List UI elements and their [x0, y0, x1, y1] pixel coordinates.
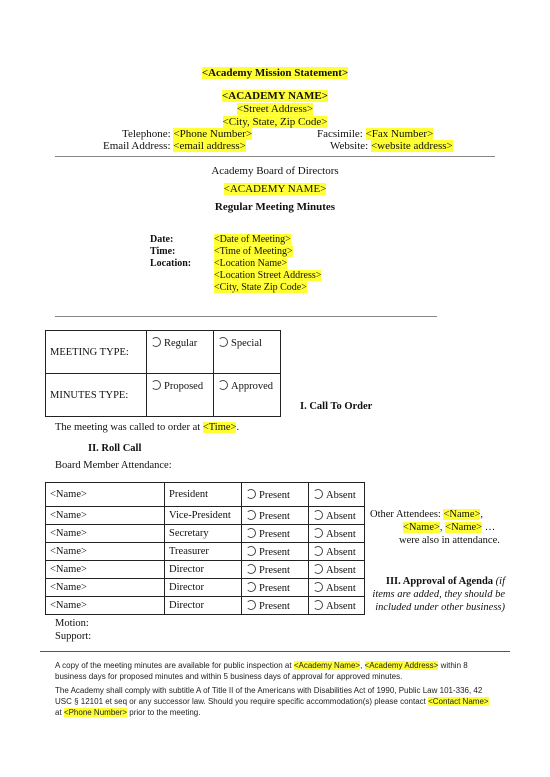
attendance-subheading: Board Member Attendance: [55, 460, 172, 471]
minutes-title: Regular Meeting Minutes [214, 201, 336, 213]
meeting-type-label: MEETING TYPE: [46, 331, 147, 374]
academy-name-header: <ACADEMY NAME> [222, 90, 328, 102]
radio-icon[interactable] [246, 489, 256, 499]
special-option[interactable]: Special [214, 331, 281, 374]
board-title: Academy Board of Directors [211, 165, 339, 177]
radio-icon[interactable] [246, 564, 256, 574]
street-address: <Street Address> [236, 103, 314, 115]
details-divider [55, 316, 437, 317]
meeting-type-table [45, 330, 281, 417]
academy-name-title: <ACADEMY NAME> [223, 183, 327, 195]
radio-icon[interactable] [313, 564, 323, 574]
call-to-order-heading: I. Call To Order [300, 401, 373, 412]
date-value: <Date of Meeting> [214, 234, 291, 245]
radio-icon[interactable] [218, 337, 228, 347]
radio-icon[interactable] [246, 546, 256, 556]
member-role: Director [165, 579, 242, 597]
member-role: Director [165, 561, 242, 579]
member-name: <Name> [46, 543, 165, 561]
approved-option[interactable]: Approved [214, 374, 281, 417]
roll-call-heading: II. Roll Call [88, 443, 142, 454]
member-name: <Name> [46, 507, 165, 525]
absent-option[interactable]: Absent [309, 525, 365, 543]
city-state-zip: <City, State, Zip Code> [222, 116, 328, 128]
present-option[interactable]: Present [242, 483, 309, 507]
radio-icon[interactable] [151, 337, 161, 347]
present-option[interactable]: Present [242, 561, 309, 579]
member-role: Vice-President [165, 507, 242, 525]
radio-icon[interactable] [313, 600, 323, 610]
radio-icon[interactable] [246, 600, 256, 610]
member-role: Secretary [165, 525, 242, 543]
member-name: <Name> [46, 597, 165, 615]
date-label: Date: [150, 234, 174, 245]
present-option[interactable]: Present [242, 525, 309, 543]
present-option[interactable]: Present [242, 543, 309, 561]
regular-option[interactable]: Regular [147, 331, 214, 374]
table-row [46, 507, 365, 525]
member-name: <Name> [46, 579, 165, 597]
table-row [46, 579, 365, 597]
telephone-line: Telephone: <Phone Number> [122, 128, 253, 140]
mission-statement: <Academy Mission Statement> [201, 67, 349, 79]
header-divider [55, 156, 495, 157]
table-row [46, 525, 365, 543]
radio-icon[interactable] [313, 510, 323, 520]
table-row [46, 543, 365, 561]
other-attendees: Other Attendees: <Name>, <Name>, <Name> … were also in attendance. [370, 509, 500, 546]
minutes-type-label: MINUTES TYPE: [46, 374, 147, 417]
location-city: <City, State Zip Code> [214, 282, 307, 293]
present-option[interactable]: Present [242, 597, 309, 615]
member-role: President [165, 483, 242, 507]
member-name: <Name> [46, 525, 165, 543]
present-option[interactable]: Present [242, 579, 309, 597]
footer-inspection-note: A copy of the meeting minutes are available for public inspection at <Academy Name>, <Academy Address> within 8 business days for proposed minutes and within 5 business days of approval for approved minutes. [55, 661, 468, 681]
absent-option[interactable]: Absent [309, 507, 365, 525]
location-label: Location: [150, 258, 192, 269]
footer-divider [40, 651, 510, 652]
call-to-order-text: The meeting was called to order at <Time>. [55, 422, 240, 433]
radio-icon[interactable] [151, 380, 161, 390]
location-street: <Location Street Address> [214, 270, 322, 281]
table-row [46, 597, 365, 615]
proposed-option[interactable]: Proposed [147, 374, 214, 417]
absent-option[interactable]: Absent [309, 483, 365, 507]
footer-ada-note: The Academy shall comply with subtitle A of Title II of the Americans with Disabilities Act of 1990, Public Law 101-336, 42 USC § 12101 et seq or any successor law. Should you require specific accommodation(s) please contact <Contact Name> at <Phone Number> prior to the meeting. [55, 686, 489, 717]
agenda-section: III. Approval of Agenda (if items are added, they should be included under other business) [372, 576, 505, 613]
radio-icon[interactable] [313, 582, 323, 592]
member-role: Treasurer [165, 543, 242, 561]
absent-option[interactable]: Absent [309, 543, 365, 561]
location-name: <Location Name> [214, 258, 288, 269]
table-row [46, 561, 365, 579]
member-role: Director [165, 597, 242, 615]
radio-icon[interactable] [313, 528, 323, 538]
support-label: Support: [55, 631, 92, 642]
absent-option[interactable]: Absent [309, 579, 365, 597]
time-label: Time: [150, 246, 176, 257]
email-line: Email Address: <email address> [103, 140, 246, 152]
present-option[interactable]: Present [242, 507, 309, 525]
absent-option[interactable]: Absent [309, 561, 365, 579]
absent-option[interactable]: Absent [309, 597, 365, 615]
facsimile-line: Facsimile: <Fax Number> [317, 128, 434, 140]
attendance-table [45, 482, 365, 615]
member-name: <Name> [46, 561, 165, 579]
radio-icon[interactable] [313, 489, 323, 499]
motion-label: Motion: [55, 618, 89, 629]
radio-icon[interactable] [246, 528, 256, 538]
member-name: <Name> [46, 483, 165, 507]
website-line: Website: <website address> [330, 140, 453, 152]
radio-icon[interactable] [246, 582, 256, 592]
radio-icon[interactable] [313, 546, 323, 556]
radio-icon[interactable] [218, 380, 228, 390]
radio-icon[interactable] [246, 510, 256, 520]
table-row [46, 483, 365, 507]
time-value: <Time of Meeting> [214, 246, 293, 257]
